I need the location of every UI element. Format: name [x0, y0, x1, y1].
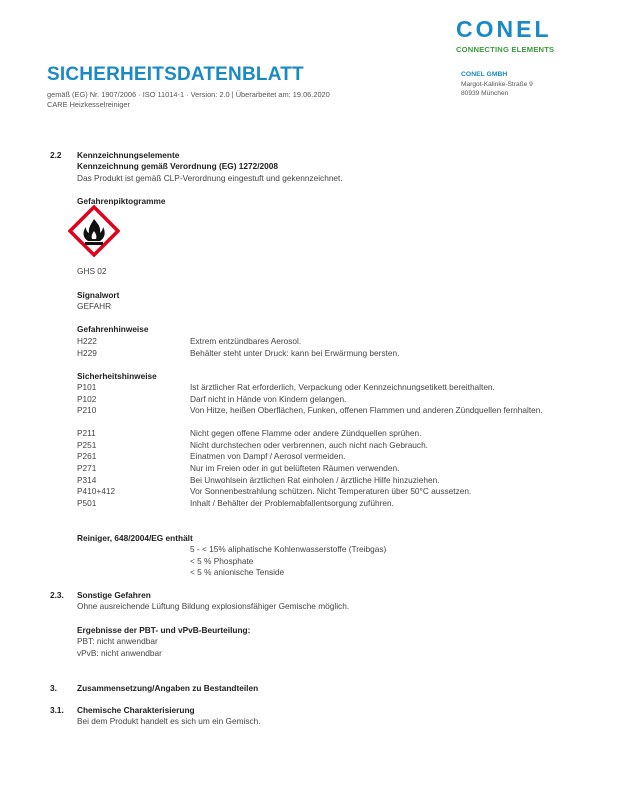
- hazard-code: H222: [77, 336, 97, 346]
- pictogram-heading: Gefahrenpiktogramme: [77, 196, 166, 206]
- safety-code: P410+412: [77, 486, 116, 496]
- flame-pictogram-icon: [68, 205, 120, 257]
- ingredient-item: 5 - < 15% aliphatische Kohlenwasserstoffe (Treibgas): [190, 544, 387, 554]
- hazard-code: H229: [77, 348, 97, 358]
- logo-tagline: CONNECTING ELEMENTS: [456, 45, 555, 54]
- safety-text: Darf nicht in Hände von Kindern gelangen.: [190, 394, 347, 404]
- ingredient-list: [190, 544, 386, 579]
- section-number: 3.: [50, 683, 57, 693]
- section-text: Bei dem Produkt handelt es sich um ein Gemisch.: [77, 716, 261, 726]
- safety-text: Nur im Freien oder in gut belüfteten Räumen verwenden.: [190, 463, 400, 473]
- pbt-heading: Ergebnisse der PBT- und vPvB-Beurteilung:: [77, 625, 251, 635]
- company-address: [461, 70, 533, 99]
- safety-text: Nicht gegen offene Flamme oder andere Zündquellen sprühen.: [190, 428, 422, 438]
- safety-text: Ist ärztlicher Rat erforderlich, Verpackung oder Kennzeichnungsetikett bereithalten.: [190, 382, 495, 392]
- safety-text: Nicht durchstechen oder verbrennen, auch nicht nach Gebrauch.: [190, 440, 428, 450]
- safety-text: Einatmen von Dampf / Aerosol vermeiden.: [190, 451, 346, 461]
- section-text: Ohne ausreichende Lüftung Bildung explosionsfähiger Gemische möglich.: [77, 601, 350, 611]
- safety-code: P210: [77, 405, 97, 415]
- section-number: 3.1.: [50, 705, 64, 715]
- hazard-text: Behälter steht unter Druck: kann bei Erwärmung bersten.: [190, 348, 400, 358]
- safety-code: P102: [77, 394, 97, 404]
- section-title: Zusammensetzung/Angaben zu Bestandteilen: [77, 683, 259, 693]
- section-subtitle: Kennzeichnung gemäß Verordnung (EG) 1272/2008: [77, 161, 279, 171]
- safety-text: Vor Sonnenbestrahlung schützen. Nicht Temperaturen über 50°C aussetzen.: [190, 486, 472, 496]
- pbt-value: PBT: nicht anwendbar: [77, 636, 158, 646]
- safety-code: P211: [77, 428, 96, 438]
- section-text: Das Produkt ist gemäß CLP-Verordnung eingestuft und gekennzeichnet.: [77, 173, 343, 183]
- hazard-heading: Gefahrenhinweise: [77, 324, 149, 334]
- safety-text: Von Hitze, heißen Oberflächen, Funken, offenen Flammen und anderen Zündquellen fernhalten.: [190, 405, 543, 415]
- hazard-text: Extrem entzündbares Aerosol.: [190, 336, 302, 346]
- safety-text: Bei Unwohlsein ärztlichen Rat einholen / ärztliche Hilfe hinzuziehen.: [190, 475, 440, 485]
- safety-text: Inhalt / Behälter der Problemabfallentsorgung zuführen.: [190, 498, 394, 508]
- ingredient-item: < 5 % Phosphate: [190, 555, 254, 566]
- safety-code: P261: [77, 451, 97, 461]
- section-number: 2.2: [50, 150, 62, 160]
- safety-heading: Sicherheitshinweise: [77, 371, 157, 381]
- safety-code: P501: [77, 498, 97, 508]
- company-name: CONEL GMBH: [461, 71, 508, 78]
- cleaner-heading: Reiniger, 648/2004/EG enthält: [77, 533, 193, 543]
- section-number: 2.3.: [50, 590, 64, 600]
- safety-code: P101: [77, 382, 97, 392]
- signal-heading: Signalwort: [77, 290, 120, 300]
- safety-code: P314: [77, 475, 97, 485]
- ghs-code: GHS 02: [77, 266, 107, 276]
- company-logo: [456, 18, 586, 54]
- product-name: CARE Heizkesselreiniger: [47, 100, 130, 109]
- section-title: Chemische Charakterisierung: [77, 705, 195, 715]
- ingredient-item: < 5 % anionische Tenside: [190, 567, 285, 577]
- company-city: 80939 München: [461, 90, 509, 97]
- logo-wordmark: CONEL: [456, 16, 552, 42]
- vpvb-value: vPvB: nicht anwendbar: [77, 648, 162, 658]
- section-title: Sonstige Gefahren: [77, 590, 151, 600]
- safety-code: P271: [77, 463, 97, 473]
- document-meta: gemäß (EG) Nr. 1907/2006 · ISO 11014-1 · Version: 2.0 | Überarbeitet am: 19.06.2020: [47, 90, 330, 99]
- section-title: Kennzeichnungselemente: [77, 150, 180, 160]
- signal-word: GEFAHR: [77, 301, 112, 311]
- company-street: Margot-Kalinke-Straße 9: [461, 80, 533, 88]
- document-title: SICHERHEITSDATENBLATT: [47, 64, 304, 85]
- safety-code: P251: [77, 440, 97, 450]
